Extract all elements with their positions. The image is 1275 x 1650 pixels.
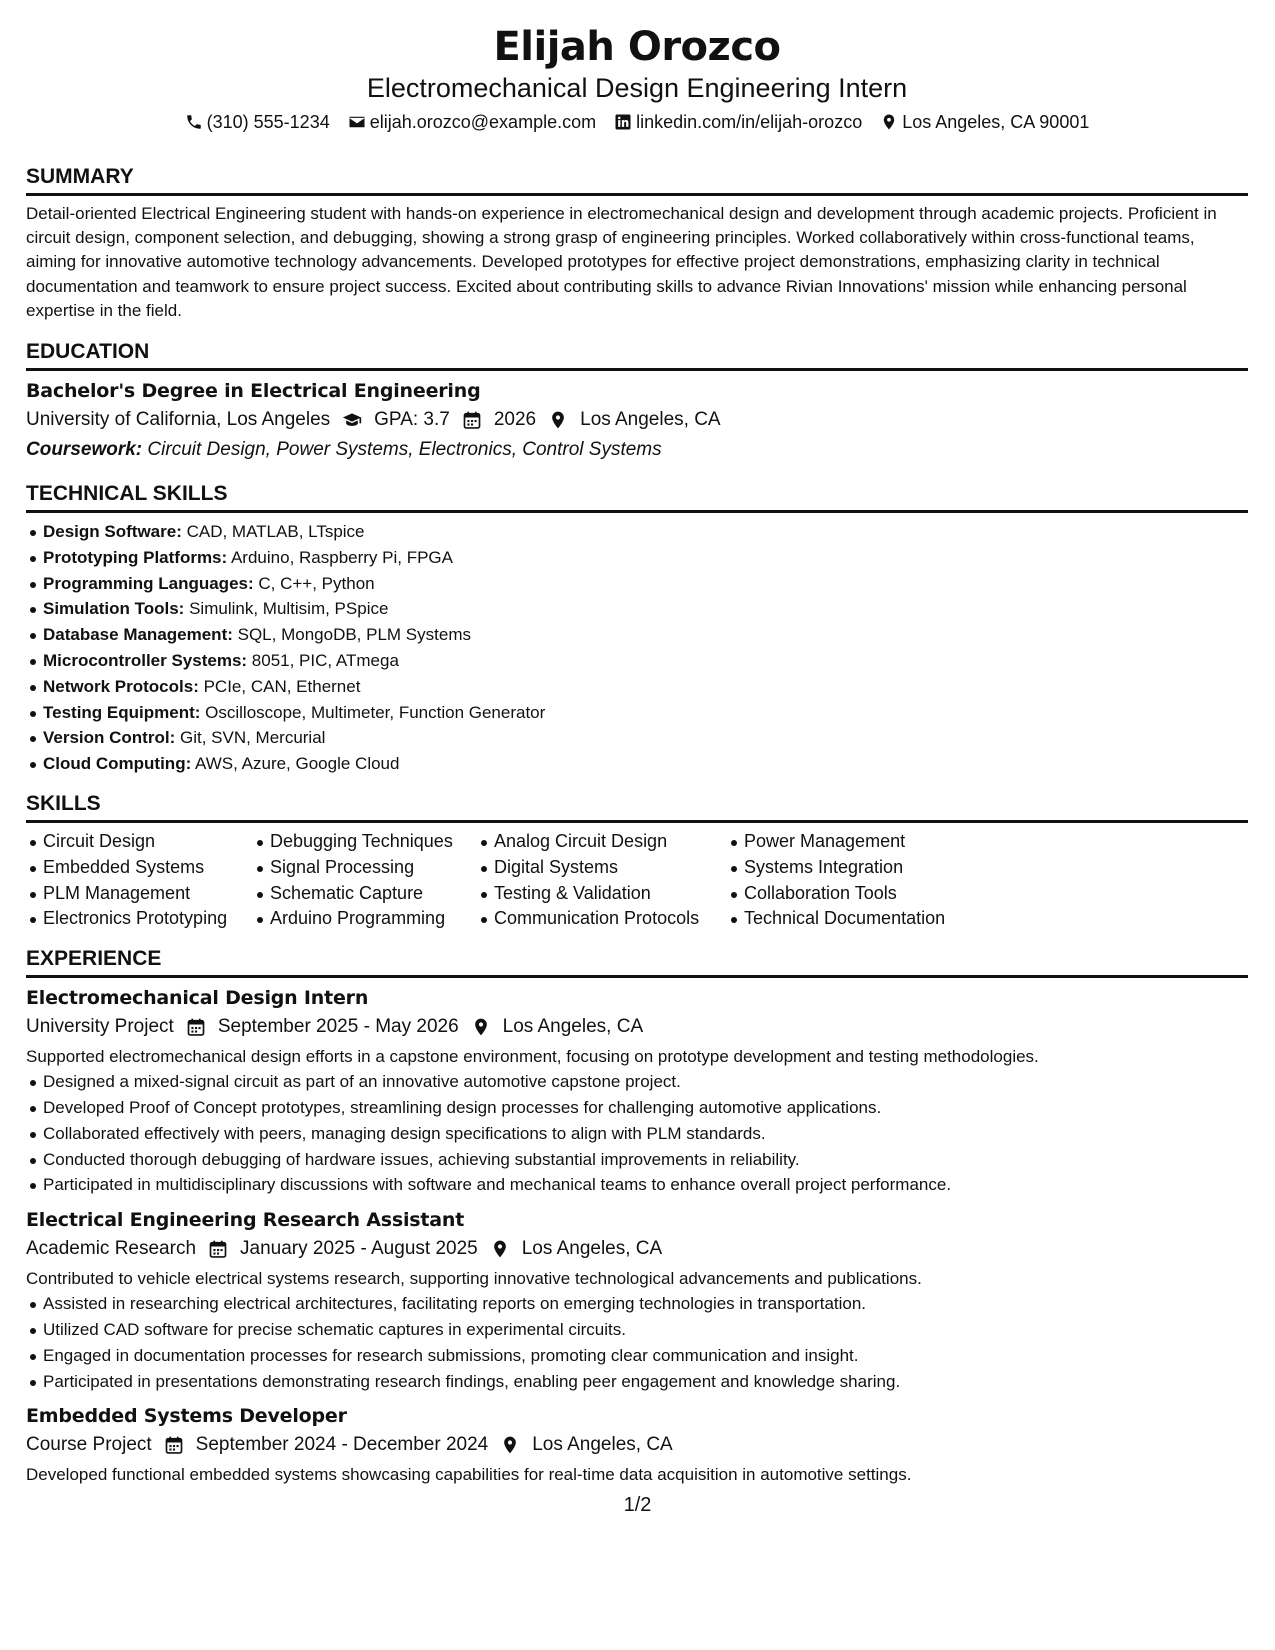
experience-list bbox=[26, 984, 1248, 1487]
summary-heading: SUMMARY bbox=[26, 164, 1248, 196]
map-pin-icon bbox=[880, 113, 898, 131]
technical-skill-item bbox=[26, 519, 1248, 545]
technical-skill-value: Simulink, Multisim, PSpice bbox=[189, 599, 389, 619]
contact-linkedin[interactable] bbox=[614, 110, 862, 134]
job-meta bbox=[26, 1234, 1248, 1264]
technical-skill-label: Programming Languages: bbox=[43, 573, 254, 593]
technical-skill-label: Version Control: bbox=[43, 728, 176, 748]
skills-column bbox=[253, 829, 477, 932]
technical-skill-value: Oscilloscope, Multimeter, Function Generator bbox=[205, 702, 546, 722]
envelope-icon bbox=[348, 113, 366, 131]
technical-skill-label: Cloud Computing: bbox=[43, 754, 192, 774]
contact-location bbox=[880, 110, 1089, 134]
technical-skill-item bbox=[26, 725, 1248, 751]
job-location: Los Angeles, CA bbox=[502, 1016, 644, 1038]
contact-phone-text: (310) 555-1234 bbox=[206, 112, 330, 132]
skill-item: Electronics Prototyping bbox=[26, 906, 253, 932]
job-bullet: Utilized CAD software for precise schematic captures in experimental circuits. bbox=[26, 1317, 1248, 1343]
coursework-label: Coursework: bbox=[26, 439, 143, 461]
skills-column bbox=[477, 829, 727, 932]
experience-entry bbox=[26, 984, 1248, 1198]
skill-item: Signal Processing bbox=[253, 855, 477, 881]
calendar-icon bbox=[208, 1239, 228, 1259]
technical-skill-item bbox=[26, 545, 1248, 571]
technical-skill-value: AWS, Azure, Google Cloud bbox=[195, 754, 400, 774]
map-pin-icon bbox=[500, 1435, 520, 1455]
job-dates: January 2025 - August 2025 bbox=[240, 1238, 478, 1260]
contact-phone bbox=[185, 110, 330, 134]
contact-bar bbox=[26, 110, 1248, 134]
contact-linkedin-text[interactable]: linkedin.com/in/elijah-orozco bbox=[636, 112, 863, 132]
job-dates: September 2024 - December 2024 bbox=[195, 1434, 489, 1456]
candidate-title: Electromechanical Design Engineering Intern bbox=[366, 73, 908, 103]
page-number: 1/2 bbox=[623, 1494, 652, 1516]
job-title: Electromechanical Design Intern bbox=[26, 987, 369, 1010]
technical-skill-value: Arduino, Raspberry Pi, FPGA bbox=[230, 547, 453, 567]
job-description: Developed functional embedded systems showcasing capabilities for real-time data acquisition in automotive settings. bbox=[26, 1465, 912, 1485]
technical-skill-label: Testing Equipment: bbox=[43, 702, 201, 722]
skill-item: Arduino Programming bbox=[253, 906, 477, 932]
skill-item: Testing & Validation bbox=[477, 881, 727, 907]
technical-skill-item bbox=[26, 700, 1248, 726]
phone-icon bbox=[185, 113, 203, 131]
skill-item: Schematic Capture bbox=[253, 881, 477, 907]
map-pin-icon bbox=[548, 410, 568, 430]
job-organization: Course Project bbox=[26, 1434, 152, 1456]
technical-skill-item bbox=[26, 622, 1248, 648]
experience-heading: EXPERIENCE bbox=[26, 946, 1248, 978]
graduation-cap-icon bbox=[342, 410, 362, 430]
job-organization: Academic Research bbox=[26, 1238, 197, 1260]
technical-skill-value: PCIe, CAN, Ethernet bbox=[203, 676, 361, 696]
skills-column bbox=[26, 829, 253, 932]
graduation-year: 2026 bbox=[493, 409, 537, 431]
linkedin-icon bbox=[614, 113, 632, 131]
job-bullet: Conducted thorough debugging of hardware issues, achieving substantial improvements in reliability. bbox=[26, 1147, 1248, 1173]
experience-entry bbox=[26, 1206, 1248, 1394]
technical-skills-heading: TECHNICAL SKILLS bbox=[26, 481, 1248, 513]
calendar-icon bbox=[164, 1435, 184, 1455]
technical-skill-item bbox=[26, 751, 1248, 777]
contact-email[interactable] bbox=[348, 110, 596, 134]
technical-skill-label: Microcontroller Systems: bbox=[43, 651, 248, 670]
skill-item: Digital Systems bbox=[477, 855, 727, 881]
technical-skill-label: Simulation Tools: bbox=[43, 599, 185, 619]
job-bullet-list bbox=[26, 1291, 1248, 1394]
education-section bbox=[26, 339, 1248, 465]
skill-item: Communication Protocols bbox=[477, 906, 727, 932]
job-bullet-list bbox=[26, 1069, 1248, 1198]
job-bullet: Designed a mixed-signal circuit as part of an innovative automotive capstone project. bbox=[26, 1069, 1248, 1095]
coursework-line bbox=[26, 435, 1248, 465]
job-description: Contributed to vehicle electrical systems research, supporting innovative technological advancements and publications. bbox=[26, 1269, 922, 1289]
skill-item: Circuit Design bbox=[26, 829, 253, 855]
technical-skill-label: Network Protocols: bbox=[43, 676, 199, 696]
skill-item: Systems Integration bbox=[727, 855, 987, 881]
technical-skill-item bbox=[26, 674, 1248, 700]
school-name: University of California, Los Angeles bbox=[26, 409, 331, 431]
calendar-icon bbox=[462, 410, 482, 430]
job-title: Electrical Engineering Research Assistant bbox=[26, 1209, 465, 1232]
job-location: Los Angeles, CA bbox=[532, 1434, 673, 1456]
map-pin-icon bbox=[490, 1239, 510, 1259]
education-location: Los Angeles, CA bbox=[580, 409, 721, 431]
technical-skill-value: CAD, MATLAB, LTspice bbox=[186, 522, 365, 542]
skills-section bbox=[26, 791, 1248, 932]
skill-item: Embedded Systems bbox=[26, 855, 253, 881]
skill-item: PLM Management bbox=[26, 881, 253, 907]
job-dates: September 2025 - May 2026 bbox=[217, 1016, 459, 1038]
job-bullet: Participated in presentations demonstrating research findings, enabling peer engagement and knowledge sharing. bbox=[26, 1369, 1248, 1395]
job-organization: University Project bbox=[26, 1016, 174, 1038]
resume-page bbox=[26, 22, 1248, 1493]
job-bullet: Participated in multidisciplinary discussions with software and mechanical teams to enhance overall project performance. bbox=[26, 1172, 1248, 1198]
technical-skill-value: 8051, PIC, ATmega bbox=[251, 651, 399, 670]
technical-skill-value: Git, SVN, Mercurial bbox=[179, 728, 326, 748]
skills-heading: SKILLS bbox=[26, 791, 1248, 823]
skill-item: Technical Documentation bbox=[727, 906, 987, 932]
calendar-icon bbox=[186, 1017, 206, 1037]
skill-item: Power Management bbox=[727, 829, 987, 855]
map-pin-icon bbox=[471, 1017, 491, 1037]
technical-skill-value: SQL, MongoDB, PLM Systems bbox=[237, 625, 471, 645]
summary-text: Detail-oriented Electrical Engineering student with hands-on experience in electromechanical design and development through academic projects. Proficient in circuit design, component selection, and debugging, showing a strong grasp of engineering principles. Worked collaboratively within cross-functional teams, aiming for innovative automotive technology advancements. Developed prototypes for effective project demonstrations, emphasizing clarity in technical documentation and teamwork to ensure project success. Excited about contributing skills to advance Rivian Innovations' mission while enhancing personal expertise in the field. bbox=[26, 204, 1217, 320]
technical-skills-section bbox=[26, 481, 1248, 777]
skill-item: Collaboration Tools bbox=[727, 881, 987, 907]
job-description: Supported electromechanical design efforts in a capstone environment, focusing on prototype development and testing methodologies. bbox=[26, 1047, 1039, 1067]
job-bullet: Assisted in researching electrical architectures, facilitating reports on emerging technologies in transportation. bbox=[26, 1291, 1248, 1317]
job-meta bbox=[26, 1430, 1248, 1460]
skills-grid bbox=[26, 829, 1248, 932]
candidate-name: Elijah Orozco bbox=[493, 24, 781, 70]
technical-skill-value: C, C++, Python bbox=[258, 573, 375, 593]
education-heading: EDUCATION bbox=[26, 339, 1248, 371]
skill-item: Analog Circuit Design bbox=[477, 829, 727, 855]
job-bullet: Developed Proof of Concept prototypes, streamlining design processes for challenging automotive applications. bbox=[26, 1095, 1248, 1121]
job-title: Embedded Systems Developer bbox=[26, 1405, 347, 1428]
job-meta bbox=[26, 1012, 1248, 1042]
skill-item: Debugging Techniques bbox=[253, 829, 477, 855]
education-meta bbox=[26, 405, 1248, 435]
technical-skill-item bbox=[26, 596, 1248, 622]
technical-skill-label: Database Management: bbox=[43, 625, 233, 645]
contact-email-text[interactable]: elijah.orozco@example.com bbox=[369, 112, 597, 132]
degree-title: Bachelor's Degree in Electrical Engineering bbox=[26, 380, 481, 403]
technical-skill-label: Prototyping Platforms: bbox=[43, 547, 228, 567]
job-location: Los Angeles, CA bbox=[521, 1238, 663, 1260]
technical-skill-item bbox=[26, 648, 1248, 674]
job-bullet: Engaged in documentation processes for research submissions, promoting clear communication and insight. bbox=[26, 1343, 1248, 1369]
gpa-text: GPA: 3.7 bbox=[374, 409, 450, 431]
contact-location-text: Los Angeles, CA 90001 bbox=[902, 112, 1090, 132]
job-bullet: Collaborated effectively with peers, managing design specifications to align with PLM standards. bbox=[26, 1121, 1248, 1147]
summary-section bbox=[26, 164, 1248, 323]
coursework-list: Circuit Design, Power Systems, Electronics, Control Systems bbox=[147, 439, 662, 461]
resume-header bbox=[26, 22, 1248, 134]
technical-skill-label: Design Software: bbox=[43, 522, 182, 542]
technical-skill-item bbox=[26, 571, 1248, 597]
experience-section bbox=[26, 946, 1248, 1487]
technical-skills-list bbox=[26, 519, 1248, 777]
skills-column bbox=[727, 829, 987, 932]
experience-entry bbox=[26, 1402, 1248, 1487]
